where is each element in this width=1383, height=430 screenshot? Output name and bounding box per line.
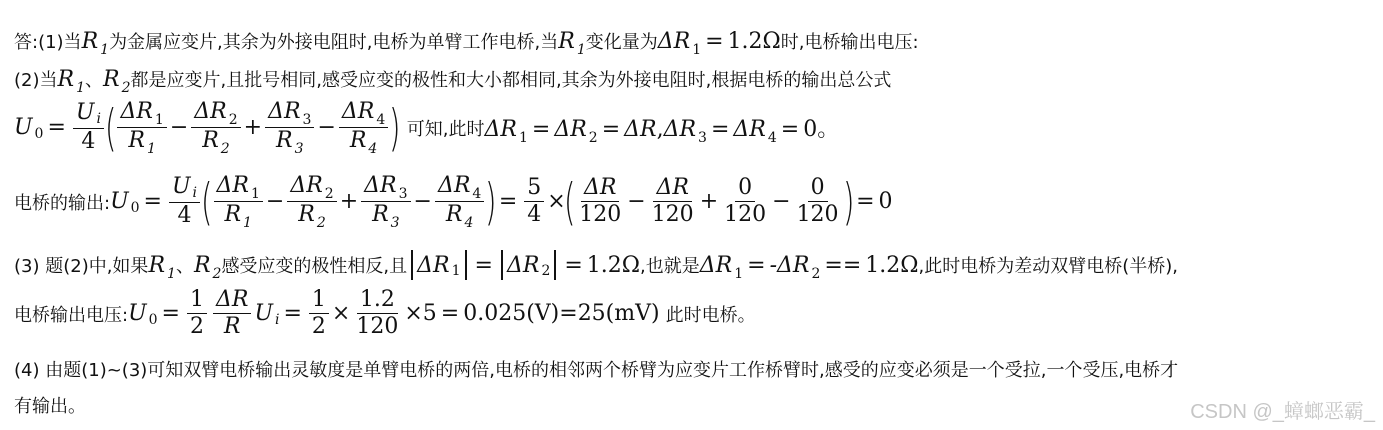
text: (2)当 [14, 70, 58, 91]
text: 为金属应变片,其余为外接电阻时,电桥为单臂工作电桥,当 [109, 32, 559, 53]
math-r1: R $_1$ [57, 66, 85, 96]
answer-line-3 [14, 250, 1178, 280]
text: (4) 由题(1)~(3)可知双臂电桥输出灵敏度是单臂电桥的两倍,电桥的相邻两个桥臂为应变片工作桥臂时,感受的应变必须是一个受拉,一个受压,电桥才 [14, 360, 1179, 381]
formula-general [14, 100, 839, 155]
math-r1: R $_1$ [81, 28, 110, 58]
math-conditions: ΔR $_1$ = ΔR $_2$ = ΔR,ΔR $_3$ = ΔR $_4$ = 0。 [484, 117, 840, 146]
answer-line-4 [14, 356, 1178, 382]
formula-half-bridge [14, 288, 756, 339]
math-output: U 0 = $\frac{\text{U i}}{4}$ ( ΔR $_1$ R $_1$ − $\frac{\Delta R _2}{R _2}$ + $\frac{\Delta R _3}{R _3}$ − $\frac{\Delta R _4}{R _4}$ ) = $\frac{5}{4}$ × ( ΔR 120 − $\frac{\Delta R}{120}$ + $\frac{0}{120}$ − $\frac{0}{120}$ ) = 0 [110, 172, 893, 231]
text: 感受应变的极性相反,且 [221, 256, 408, 277]
math-r2: R $_2$ [193, 252, 222, 282]
text: ,也就是 [640, 256, 700, 277]
math-abs-equal: ΔR 1 = ΔR 2 = 1.2Ω [407, 250, 640, 280]
text: 电桥的输出: [14, 192, 111, 214]
math-dr1-value: ΔR $_1$ = 1.2Ω [657, 28, 781, 58]
answer-line-5 [14, 392, 86, 418]
formula-bridge-output [14, 174, 893, 229]
math-opposite: ΔR $_1$ = -ΔR $_2$ == 1.2Ω [699, 252, 919, 282]
math-r1: R $_1$ [558, 28, 586, 58]
text: 可知,此时 [406, 118, 485, 140]
math-general: U 0 = $\frac{\text{U i}}{4}$ ( ΔR $_1$ R $_1$ − $\frac{\Delta R _2}{R _2}$ + $\frac{\Delta R _3}{R _3}$ − $\frac{\Delta R _4}{R _4}$ ) [14, 98, 401, 157]
text: 答:(1)当 [14, 32, 82, 53]
text: 此时电桥。 [665, 304, 756, 326]
answer-line-2 [14, 66, 892, 96]
math-r2: R $_2$ [103, 66, 131, 96]
text: ,此时电桥为差动双臂电桥(半桥), [918, 256, 1178, 277]
math-half-bridge: U 0 = $\frac{1}{2}$ ΔR R U i = $\frac{1}{2}$ × $\frac{1.2}{120}$ × 5 = 0.025(V)=25(mV) [128, 287, 660, 339]
math-r1: R $_1$ [148, 252, 176, 282]
text: 有输出。 [14, 396, 86, 417]
text: 都是应变片,且批号相同,感受应变的极性和大小都相同,其余为外接电阻时,根据电桥的输出总公式 [130, 70, 892, 91]
text: 变化量为 [585, 32, 658, 53]
text: (3) 题(2)中,如果 [14, 256, 149, 277]
text: 时,电桥输出电压: [780, 32, 919, 53]
answer-line-1 [14, 28, 919, 58]
text: 电桥输出电压: [14, 304, 129, 326]
text: 、 [85, 70, 103, 91]
text: 、 [175, 256, 194, 277]
watermark: CSDN @_蟑螂恶霸_ [1190, 401, 1375, 423]
